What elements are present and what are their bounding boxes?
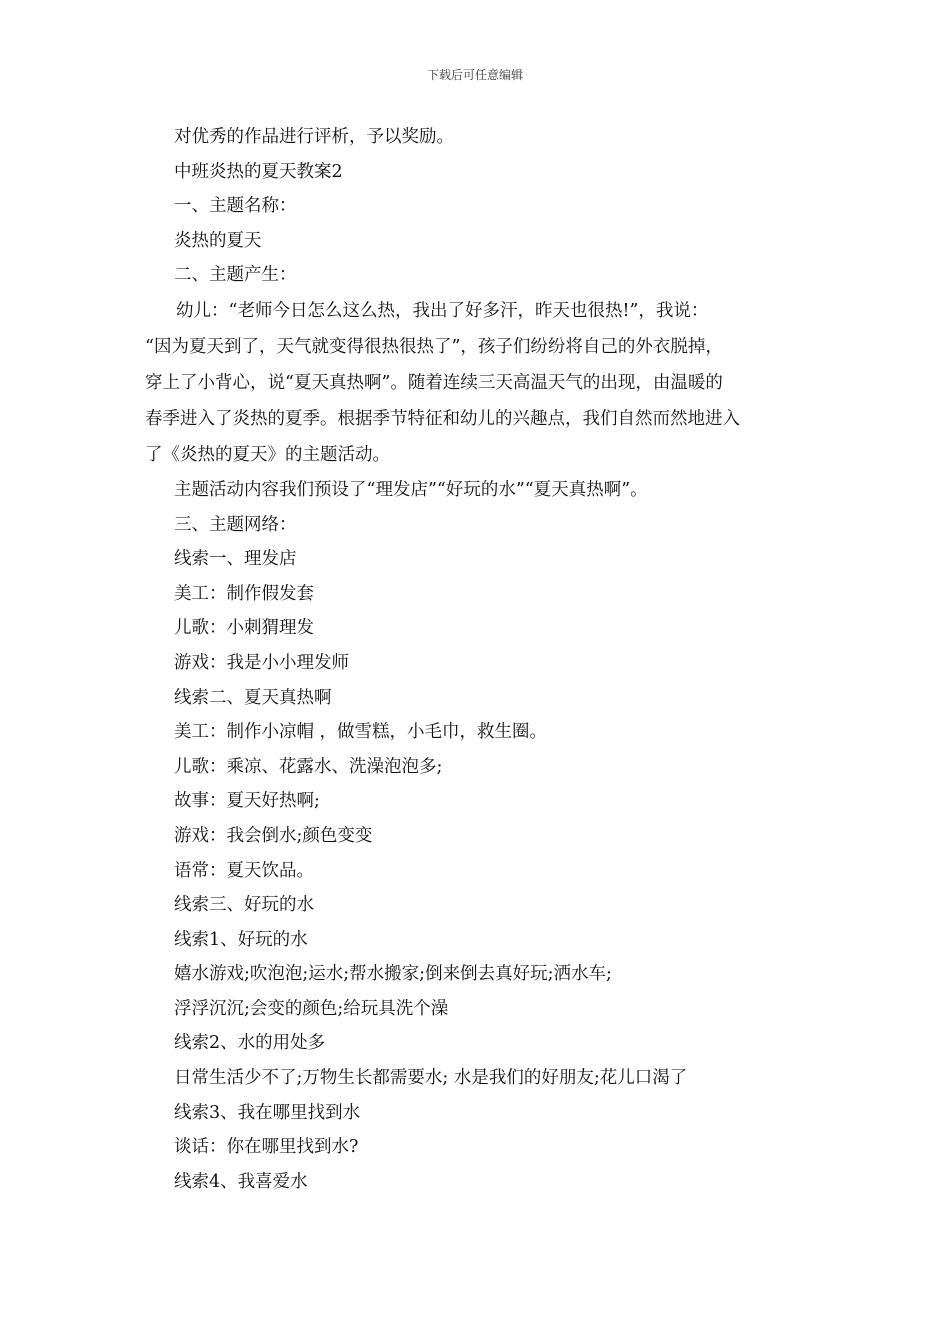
list-item: 日常生活少不了;万物生长都需要水; 水是我们的好朋友;花儿口渴了 bbox=[174, 1068, 688, 1089]
paragraph-line: 春季进入了炎热的夏季。根据季节特征和幼儿的兴趣点，我们自然而然地进入 bbox=[145, 408, 740, 429]
heading: 二、主题产生： bbox=[174, 265, 297, 286]
list-item: 线索2、水的用处多 bbox=[174, 1033, 326, 1054]
heading: 三、主题网络： bbox=[174, 514, 297, 535]
list-item: 故事：夏天好热啊; bbox=[174, 791, 320, 812]
list-item: 儿歌：乘凉、花露水、洗澡泡泡多; bbox=[174, 756, 443, 777]
list-item: 美工：制作小凉帽 ，做雪糕，小毛巾，救生圈。 bbox=[174, 722, 548, 743]
list-item: 游戏：我是小小理发师 bbox=[174, 652, 349, 673]
paragraph-line: 幼儿：“老师今日怎么这么热，我出了好多汗，昨天也很热!”，我说： bbox=[176, 300, 709, 321]
list-item: 线索3、我在哪里找到水 bbox=[174, 1102, 361, 1123]
paragraph bbox=[145, 293, 810, 473]
list-item: 儿歌：小刺猬理发 bbox=[174, 618, 314, 639]
section-title: 中班炎热的夏天教案2 bbox=[174, 161, 343, 182]
heading: 一、主题名称： bbox=[174, 196, 297, 217]
list-item: 游戏：我会倒水;颜色变变 bbox=[174, 825, 373, 846]
list-item: 线索二、夏天真热啊 bbox=[174, 687, 332, 708]
list-item: 美工：制作假发套 bbox=[174, 583, 314, 604]
list-item: 浮浮沉沉;会变的颜色;给玩具洗个澡 bbox=[174, 998, 449, 1019]
list-item: 语常：夏天饮品。 bbox=[174, 860, 314, 881]
text-line: 炎热的夏天 bbox=[174, 230, 262, 251]
page-header: 下载后可任意编辑 bbox=[426, 68, 523, 82]
document-body bbox=[145, 120, 810, 1199]
list-item: 谈话：你在哪里找到水? bbox=[174, 1137, 359, 1158]
paragraph-line: 穿上了小背心，说“夏天真热啊”。随着连续三天高温天气的出现，由温暖的 bbox=[145, 372, 723, 393]
paragraph-line: 了《炎热的夏天》的主题活动。 bbox=[145, 444, 390, 465]
text-line: 对优秀的作品进行评析，予以奖励。 bbox=[174, 127, 454, 147]
list-item: 线索一、理发店 bbox=[174, 549, 297, 570]
list-item: 线索三、好玩的水 bbox=[174, 895, 314, 916]
paragraph-line: “因为夏天到了，天气就变得很热很热了”，孩子们纷纷将自己的外衣脱掉， bbox=[145, 336, 723, 357]
text-line: 主题活动内容我们预设了“理发店”“好玩的水”“夏天真热啊”。 bbox=[174, 479, 648, 500]
list-item: 线索4、我喜爱水 bbox=[174, 1171, 308, 1192]
list-item: 嬉水游戏;吹泡泡;运水;帮水搬家;倒来倒去真好玩;洒水车; bbox=[174, 964, 612, 985]
list-item: 线索1、好玩的水 bbox=[174, 929, 308, 950]
